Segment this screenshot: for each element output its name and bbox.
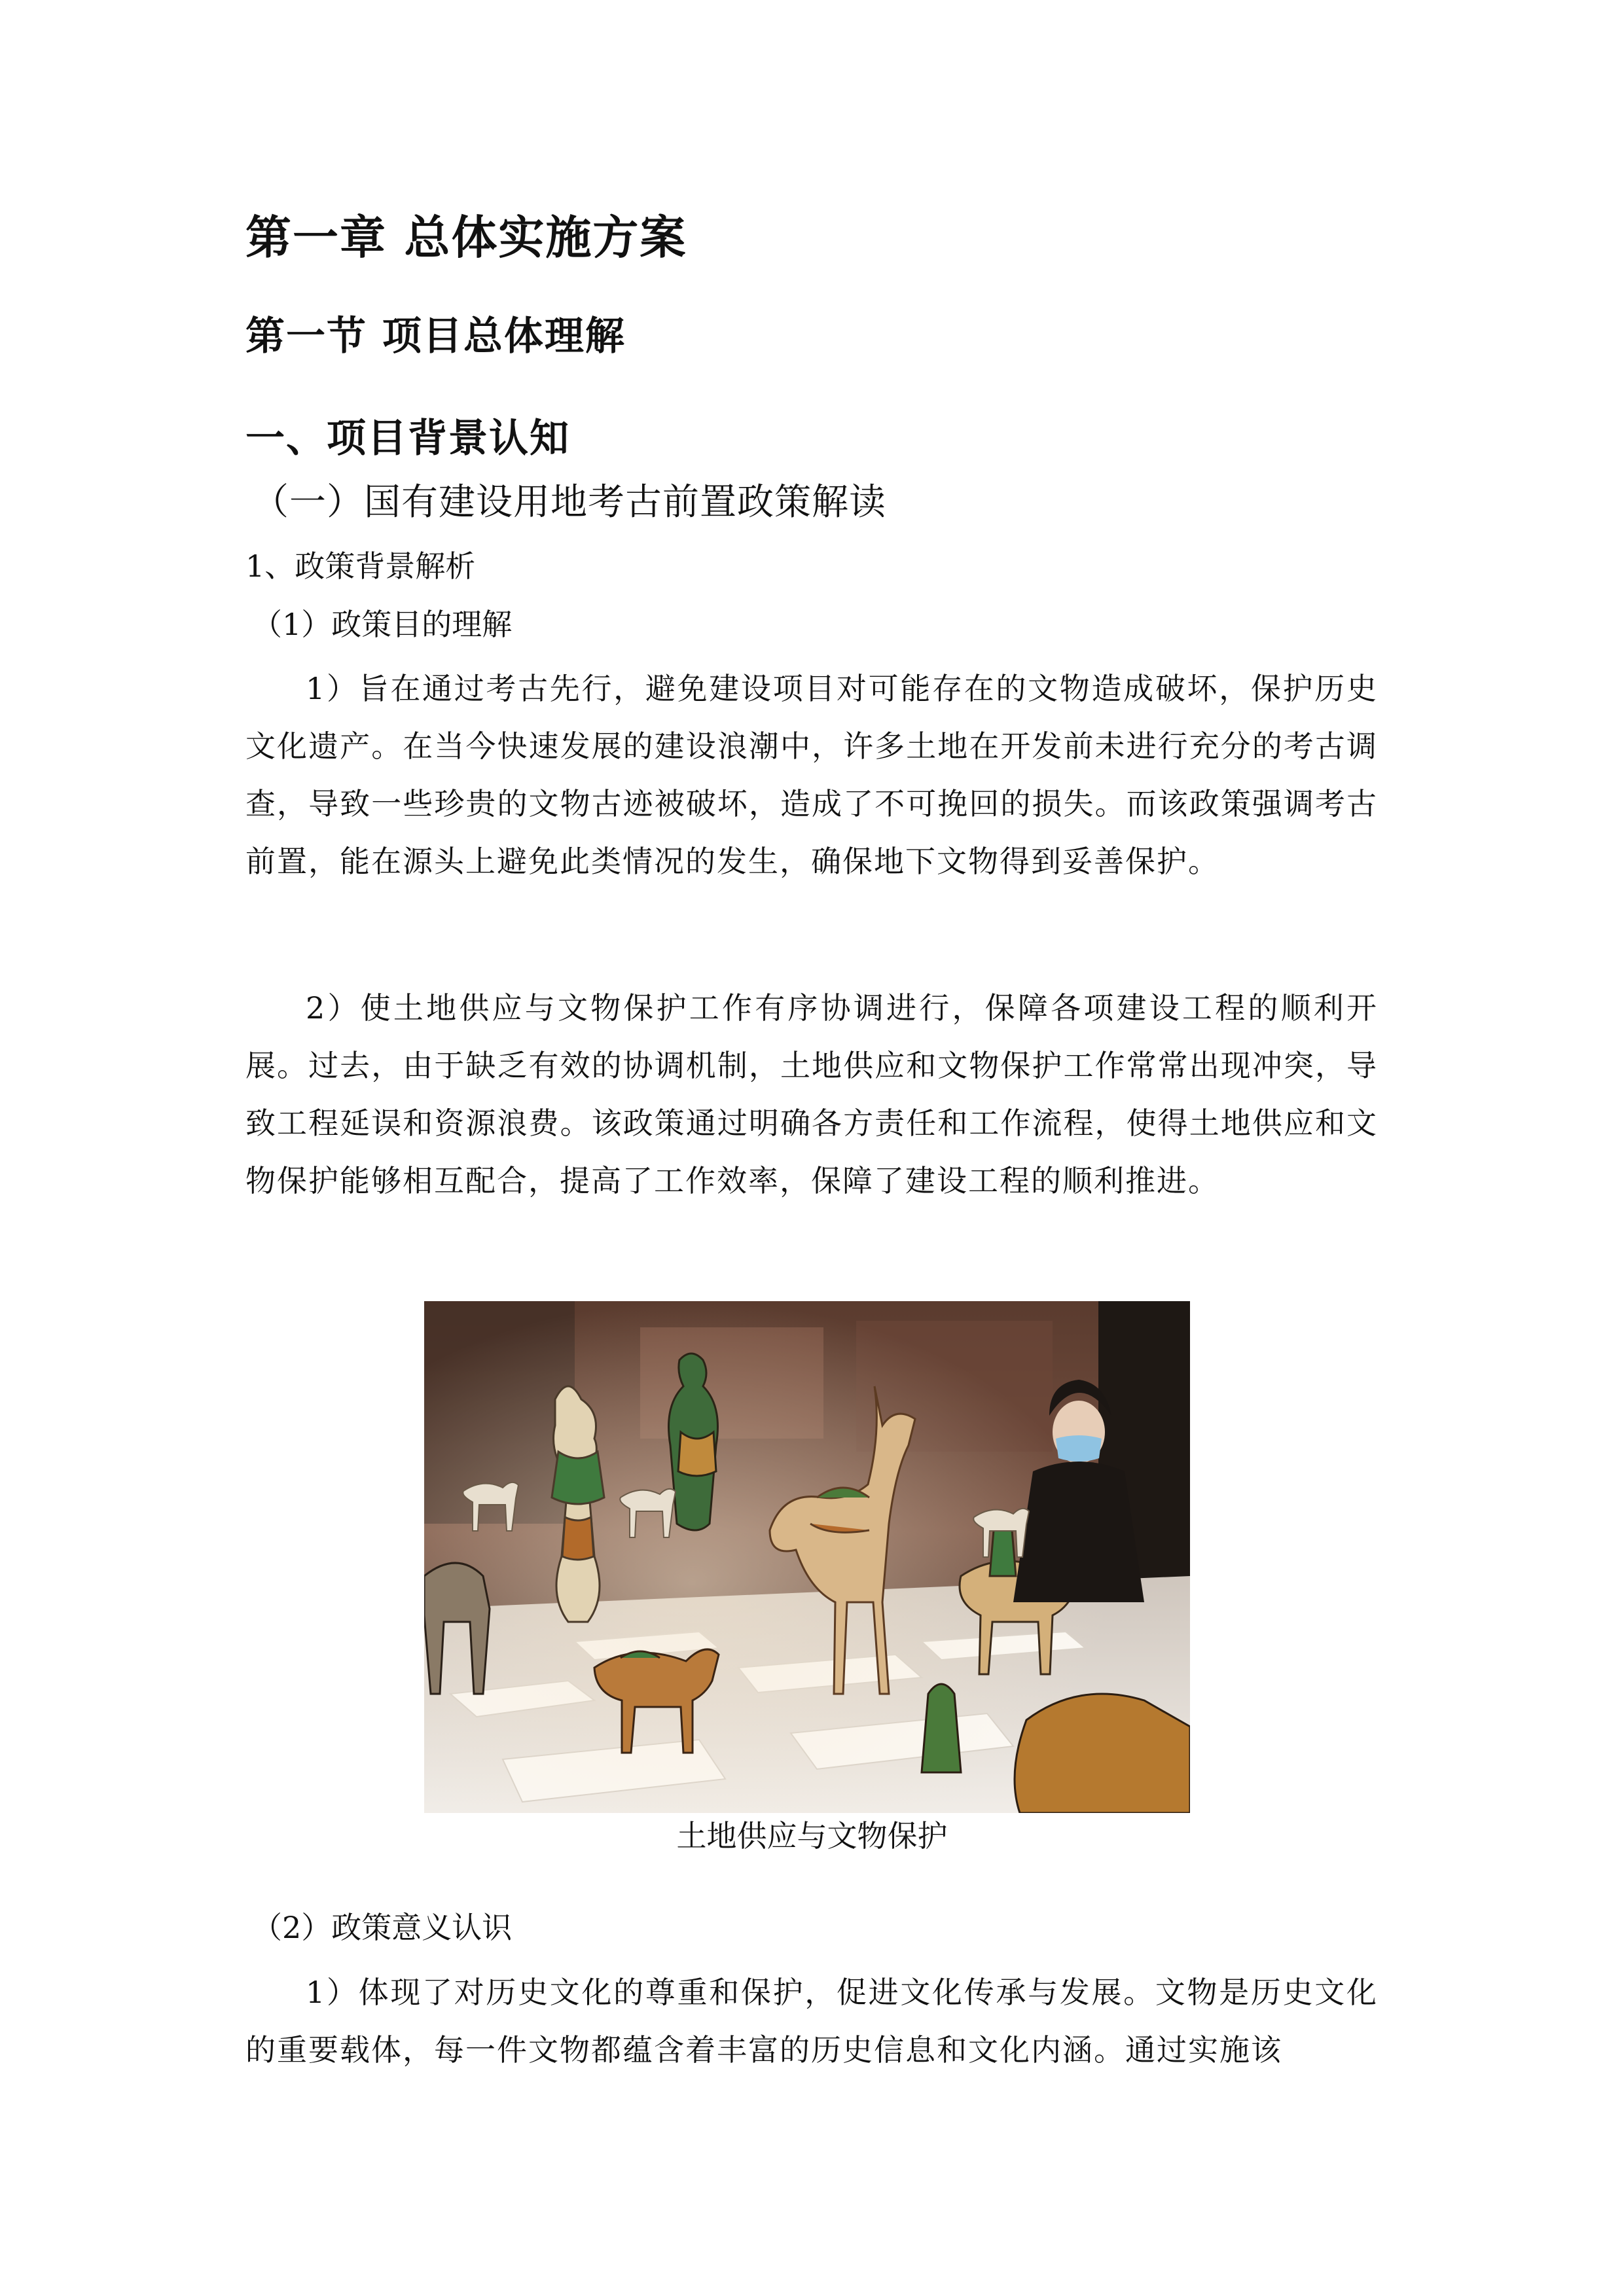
chapter-title: 第一章 总体实施方案 xyxy=(245,211,687,264)
section-title: 第一节 项目总体理解 xyxy=(245,314,626,359)
numbered-subheading-significance: （2）政策意义认识 xyxy=(252,1910,513,1945)
paren-heading: （一）国有建设用地考古前置政策解读 xyxy=(252,481,886,524)
paragraph-purpose-1: 1）旨在通过考古先行，避免建设项目对可能存在的文物造成破坏，保护历史文化遗产。在当今快速发展的建设浪潮中，许多土地在开发前未进行充分的考古调查，导致一些珍贵的文物古迹被破坏，造成了不可挽回的损失。而该政策强调考古前置，能在源头上避免此类情况的发生，确保地下文物得到妥善保护。 xyxy=(245,671,1378,879)
paragraph-significance-1: 1）体现了对历史文化的尊重和保护，促进文化传承与发展。文物是历史文化的重要载体，每一件文物都蕴含着丰富的历史信息和文化内涵。通过实施该 xyxy=(245,1975,1378,2068)
subsection-title: 一、项目背景认知 xyxy=(245,416,570,461)
paragraph-purpose-2: 2）使土地供应与文物保护工作有序协调进行，保障各项建设工程的顺利开展。过去，由于缺乏有效的协调机制，土地供应和文物保护工作常常出现冲突，导致工程延误和资源浪费。该政策通过明确各方责任和工作流程，使得土地供应和文物保护能够相互配合，提高了工作效率，保障了建设工程的顺利推进。 xyxy=(245,990,1378,1198)
numbered-heading: 1、政策背景解析 xyxy=(245,548,476,584)
figure-caption: 土地供应与文物保护 xyxy=(676,1818,948,1854)
museum-artifacts-photo xyxy=(424,1301,1190,1813)
numbered-subheading-purpose: （1）政策目的理解 xyxy=(252,607,513,642)
